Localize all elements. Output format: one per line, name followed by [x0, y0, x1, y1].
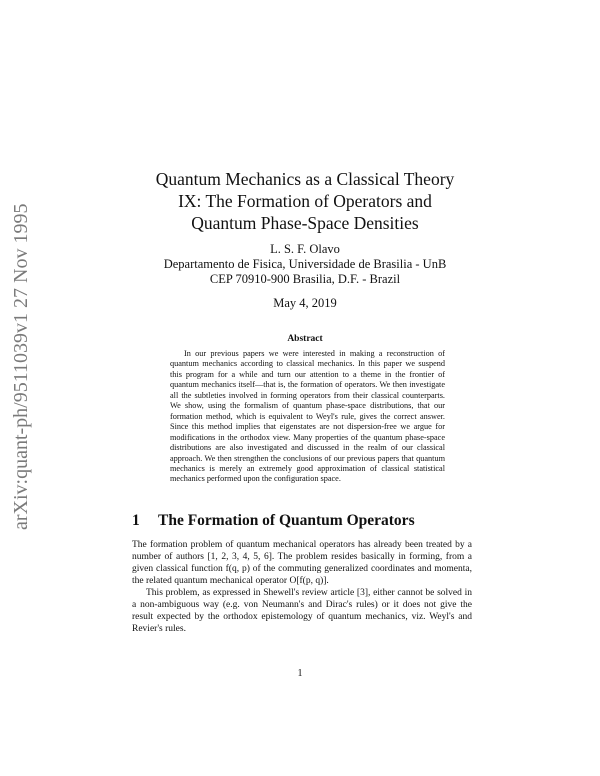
section-heading — [132, 512, 415, 530]
section-title: The Formation of Quantum Operators — [158, 512, 415, 529]
paper-title — [150, 168, 460, 234]
page-number: 1 — [297, 668, 303, 679]
body-paragraph: This problem, as expressed in Shewell's review article [3], either cannot be solved in a non-ambiguous way (e.g. von Neumann's and Dirac's rules) or it does not give the result expected by the orthodox epistemology of quantum mechanics, viz. Weyl's and Revier's rules. — [132, 588, 472, 635]
title-line: Quantum Mechanics as a Classical Theory — [155, 169, 455, 189]
abstract-body — [170, 349, 445, 485]
title-line: Quantum Phase-Space Densities — [191, 213, 419, 233]
abstract-text: In our previous papers we were interested in making a reconstruction of quantum mechanics according to classical mechanics. In this paper we suspend this program for a while and turn our attention to a theme in the frontier of quantum mechanics itself—that is, the formation of operators. We then investigate all the subtleties involved in forming operators from their classical counterparts. We show, using the formalism of quantum phase-space distributions, that our formation method, which is equivalent to Weyl's rule, gives the correct answer. Since this method implies that eigenstates are not dispersion-free we argue for modifications in the orthodox view. Many properties of the quantum phase-space distributions are also investigated and discussed in the realm of our classical approach. We then strengthen the conclusions of our previous papers that quantum mechanics is merely an extremely good approximation of classical statistical mechanics performed upon the configuration space. — [170, 349, 445, 484]
abstract-heading: Abstract — [287, 334, 323, 344]
author-block — [140, 242, 470, 287]
title-line: IX: The Formation of Operators and — [178, 191, 432, 211]
author-name: L. S. F. Olavo — [270, 242, 340, 256]
arxiv-identifier-stamp: arXiv:quant-ph/9511039v1 27 Nov 1995 — [10, 203, 32, 530]
body-paragraph: The formation problem of quantum mechanical operators has already been treated by a number of authors [1, 2, 3, 4, 5, 6]. The problem resides basically in forming, from a given classical function f(q, p) of the commuting generalized coordinates and momenta, the related quantum mechanical operator O[f(p, q)]. — [132, 540, 472, 587]
paper-date: May 4, 2019 — [273, 296, 337, 310]
author-address: CEP 70910-900 Brasilia, D.F. - Brazil — [209, 272, 401, 286]
section-number: 1 — [132, 512, 140, 529]
author-affiliation: Departamento de Fisica, Universidade de Brasilia - UnB — [163, 257, 447, 271]
body-text — [132, 539, 472, 635]
